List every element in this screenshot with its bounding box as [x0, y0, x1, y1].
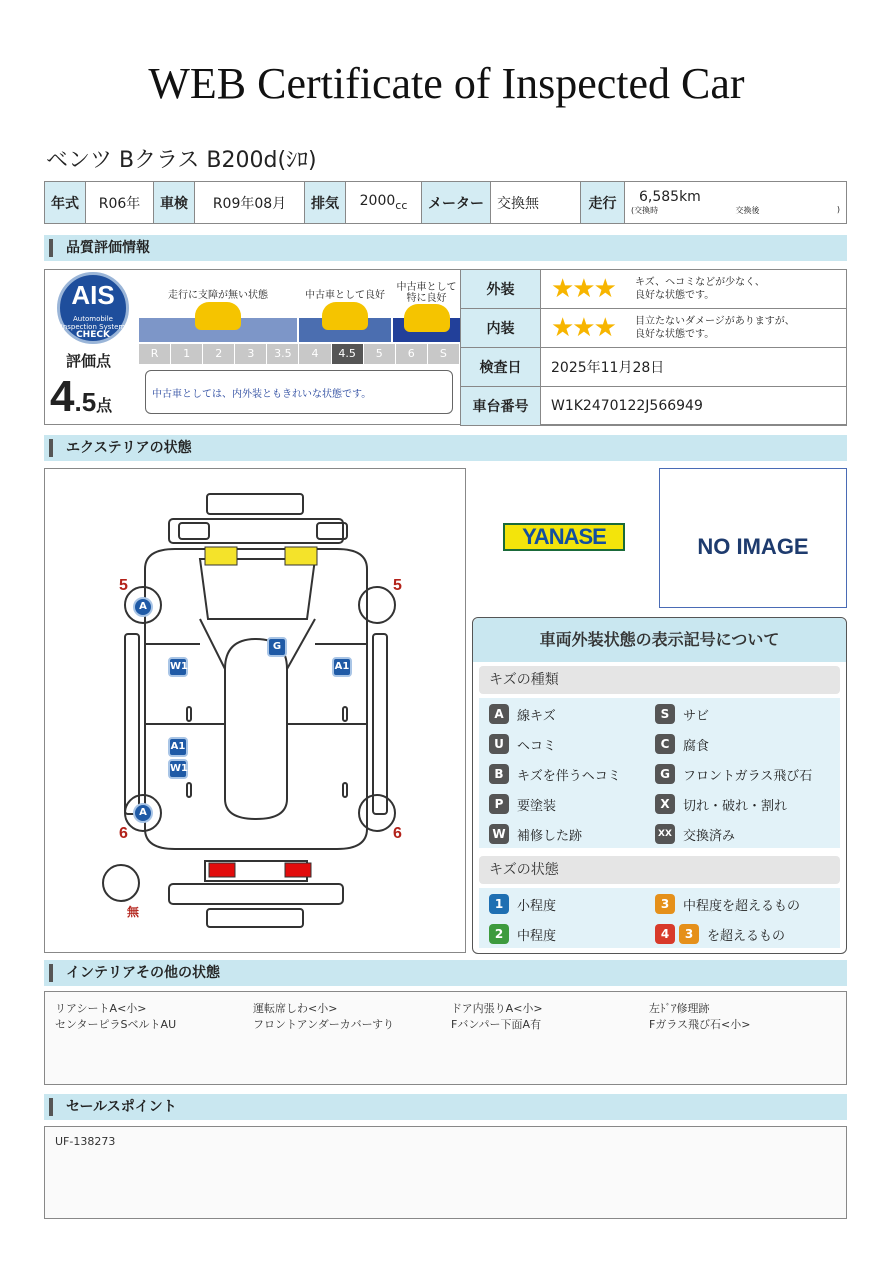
- badge-w: W: [489, 824, 509, 844]
- ais-logo: [57, 272, 129, 344]
- legend-type-x-label: 切れ・破れ・割れ: [683, 798, 788, 814]
- legend-state-4: [655, 924, 785, 944]
- badge-c: C: [655, 734, 675, 754]
- no-image-placeholder: NO IMAGE: [659, 468, 847, 608]
- interior-note: 左ﾄﾞｱ修理跡: [649, 1002, 710, 1015]
- mileage-cell: [625, 182, 847, 224]
- grade-col-2-label: 中古車として良好: [305, 290, 385, 301]
- exterior-stars: ★★★: [551, 274, 615, 304]
- badge-1: 1: [489, 894, 509, 914]
- interior-note: リアシートA<小>: [55, 1002, 147, 1015]
- taillight-left: [209, 863, 235, 877]
- legend-type-a: [489, 704, 556, 724]
- headlight-left: [205, 547, 237, 565]
- date-label: 検査日: [461, 348, 541, 387]
- legend-type-c: [655, 734, 709, 754]
- damage-mark-front-left-wheel: A: [133, 597, 153, 617]
- inspection-label: 車検: [154, 182, 195, 224]
- grade-scale-step: 4: [299, 344, 331, 364]
- displacement-unit: cc: [395, 198, 408, 212]
- grade-col-3-label: 中古車として特に良好: [396, 282, 457, 304]
- meter-label: メーター: [422, 182, 491, 224]
- grade-col-1: [139, 272, 297, 342]
- interior-desc-2: 良好な状態です。: [635, 329, 715, 340]
- interior-note: 運転席しわ<小>: [253, 1002, 338, 1015]
- tire-number-front-right: 5: [393, 577, 402, 594]
- badge-2: 2: [489, 924, 509, 944]
- badge-x: X: [655, 794, 675, 814]
- legend-type-g-label: フロントガラス飛び石: [683, 768, 813, 784]
- sales-point-text: UF-138273: [55, 1135, 116, 1148]
- damage-mark-left-rear-door-2: W1: [168, 759, 188, 779]
- spare-tire-label: 無: [127, 905, 140, 919]
- score: [50, 372, 112, 422]
- grade-scale-step: 5: [364, 344, 396, 364]
- legend-panel: [472, 617, 847, 954]
- legend-title: 車両外装状態の表示記号について: [473, 618, 846, 662]
- car-outline-svg: [45, 469, 467, 954]
- legend-types-title: キズの種類: [479, 666, 840, 694]
- legend-type-p-label: 要塗装: [517, 798, 557, 814]
- badge-g: G: [655, 764, 675, 784]
- exterior-label: 外装: [461, 270, 541, 309]
- legend-state-3: [655, 894, 800, 914]
- grade-col-2: [299, 272, 391, 342]
- grade-scale-step: R: [139, 344, 171, 364]
- legend-type-g: [655, 764, 812, 784]
- legend-type-w: [489, 824, 582, 844]
- inspection-value: R09年08月: [195, 182, 305, 224]
- car-icon-2: [299, 318, 391, 342]
- legend-type-c-label: 腐食: [683, 738, 710, 754]
- sales-point-box: [44, 1126, 847, 1219]
- interior-rating: [541, 309, 847, 348]
- car-diagram: [44, 468, 466, 953]
- damage-mark-left-rear-door-1: A1: [168, 737, 188, 757]
- vin-value: W1K2470122J566949: [541, 387, 847, 426]
- score-unit: 点: [96, 398, 113, 415]
- tire-number-rear-left: 6: [119, 825, 128, 842]
- grade-panel: [139, 272, 460, 424]
- interior-note: センターピラSベルトAU: [55, 1018, 177, 1031]
- interior-note: Fバンパー下面A有: [451, 1018, 542, 1031]
- car-icon-3: [393, 318, 460, 342]
- exterior-desc-1: キズ、ヘコミなどが少なく、: [635, 277, 765, 288]
- section-interior: インテリアその他の状態: [44, 960, 847, 986]
- headlight-right: [285, 547, 317, 565]
- grade-col-3: [393, 272, 460, 342]
- legend-type-b-label: キズを伴うヘコミ: [517, 768, 621, 784]
- legend-state-1-label: 小程度: [517, 898, 557, 914]
- grade-scale: [139, 344, 460, 364]
- mileage-label: 走行: [581, 182, 625, 224]
- mileage-note: [631, 205, 840, 216]
- badge-4: 4: [655, 924, 675, 944]
- grade-scale-step: 2: [203, 344, 235, 364]
- dealer-logo: YANASE: [503, 523, 625, 551]
- ais-logo-sub: Automobile Inspection System: [60, 315, 126, 331]
- ais-logo-check: CHECK: [76, 330, 110, 340]
- year-label: 年式: [45, 182, 86, 224]
- score-main: 4: [50, 372, 75, 421]
- badge-3: 3: [655, 894, 675, 914]
- legend-type-u-label: ヘコミ: [517, 738, 557, 754]
- mileage-note-left: (交換時: [631, 206, 659, 215]
- badge-s: S: [655, 704, 675, 724]
- grade-scale-step: 4.5: [332, 344, 364, 364]
- page-title: WEB Certificate of Inspected Car: [148, 59, 745, 108]
- interior-stars: ★★★: [551, 313, 615, 343]
- spec-table: [44, 181, 847, 224]
- interior-label: 内装: [461, 309, 541, 348]
- legend-state-2-label: 中程度: [517, 928, 557, 944]
- interior-note: フロントアンダーカバーすり: [253, 1018, 395, 1031]
- legend-type-xx-label: 交換済み: [683, 828, 736, 844]
- grade-scale-step: 6: [396, 344, 428, 364]
- date-value: 2025年11月28日: [541, 348, 847, 387]
- mileage-note-mid: 交換後: [735, 206, 760, 215]
- section-sales: セールスポイント: [44, 1094, 847, 1120]
- grade-col-1-label: 走行に支障が無い状態: [168, 290, 268, 301]
- legend-type-p: [489, 794, 556, 814]
- ais-logo-text: AIS: [71, 280, 115, 310]
- grade-scale-step: S: [428, 344, 460, 364]
- car-icon-1: [139, 318, 297, 342]
- legend-type-w-label: 補修した跡: [517, 828, 583, 844]
- section-exterior: エクステリアの状態: [44, 435, 847, 461]
- damage-mark-rear-left-wheel: A: [133, 803, 153, 823]
- badge-b: B: [489, 764, 509, 784]
- legend-type-xx: [655, 824, 735, 844]
- legend-type-u: [489, 734, 556, 754]
- section-quality: 品質評価情報: [44, 235, 847, 261]
- badge-u: U: [489, 734, 509, 754]
- quality-table: [460, 269, 847, 426]
- car-icon-3-body: [404, 304, 450, 332]
- grade-scale-step: 3: [235, 344, 267, 364]
- exterior-desc-2: 良好な状態です。: [635, 290, 715, 301]
- interior-note: Fガラス飛び石<小>: [649, 1018, 751, 1031]
- legend-type-s: [655, 704, 709, 724]
- legend-type-s-label: サビ: [683, 708, 710, 724]
- vin-label: 車台番号: [461, 387, 541, 426]
- legend-type-b: [489, 764, 621, 784]
- interior-note: ドア内張りA<小>: [451, 1002, 543, 1015]
- tire-number-rear-right: 6: [393, 825, 402, 842]
- car-name: ベンツ Bクラス B200d(ｼﾛ): [46, 148, 317, 173]
- badge-3b: 3: [679, 924, 699, 944]
- badge-p: P: [489, 794, 509, 814]
- damage-mark-windshield: G: [267, 637, 287, 657]
- car-icon-1-body: [195, 302, 241, 330]
- meter-value: 交換無: [491, 182, 581, 224]
- taillight-right: [285, 863, 311, 877]
- displacement-label: 排気: [305, 182, 346, 224]
- badge-a: A: [489, 704, 509, 724]
- legend-state-1: [489, 894, 556, 914]
- legend-state-2: [489, 924, 556, 944]
- displacement-cell: [346, 182, 422, 224]
- legend-state-title: キズの状態: [479, 856, 840, 884]
- mileage-note-right: ): [836, 205, 840, 214]
- legend-type-x: [655, 794, 787, 814]
- grade-scale-step: 3.5: [267, 344, 299, 364]
- interior-notes-box: [44, 991, 847, 1085]
- displacement-value: 2000: [359, 193, 396, 210]
- mileage-value: 6,585km: [639, 189, 701, 205]
- damage-mark-right-front-door: A1: [332, 657, 352, 677]
- tire-number-front-left: 5: [119, 577, 128, 594]
- interior-desc-1: 目立たないダメージがありますが、: [635, 316, 795, 327]
- damage-mark-left-front-door: W1: [168, 657, 188, 677]
- legend-state-3-label: 中程度を超えるもの: [683, 898, 801, 914]
- car-icon-2-body: [322, 302, 368, 330]
- exterior-rating: [541, 270, 847, 309]
- legend-state-4-label: を超えるもの: [707, 928, 786, 944]
- badge-xx: XX: [655, 824, 675, 844]
- score-decimal: .5: [74, 387, 97, 417]
- year-value: R06年: [86, 182, 154, 224]
- legend-type-a-label: 線キズ: [517, 708, 556, 724]
- score-label: 評価点: [66, 352, 112, 370]
- grade-scale-step: 1: [171, 344, 203, 364]
- grade-message: 中古車としては、内外装ともきれいな状態です。: [145, 370, 453, 414]
